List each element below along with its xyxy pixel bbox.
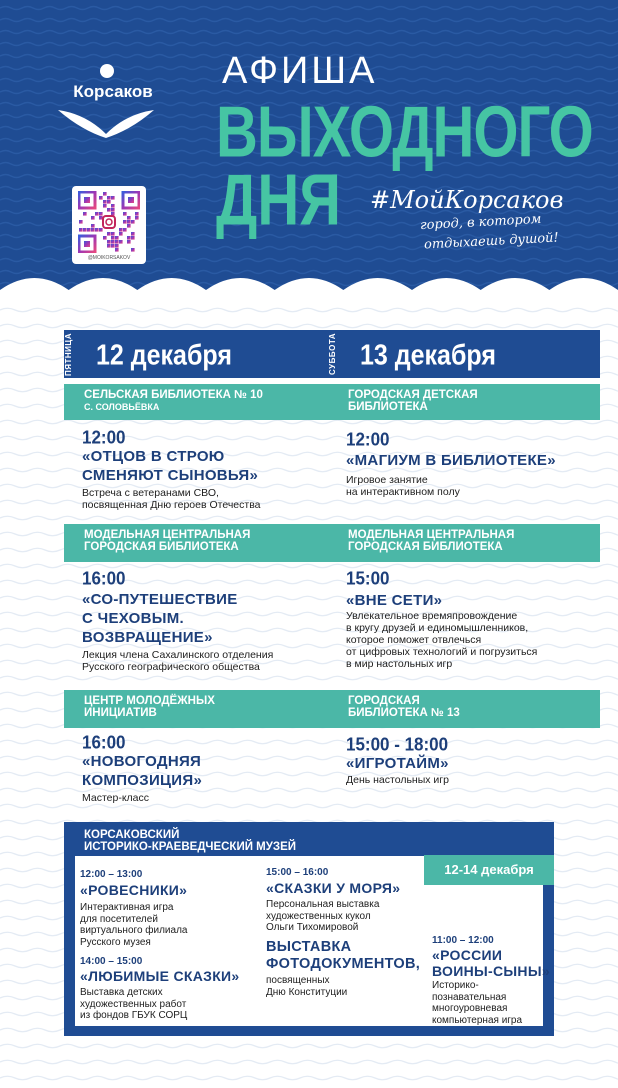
event-time: 12:00: [82, 427, 126, 448]
hashtag: #МойКорсаков: [370, 186, 564, 214]
venue-bar: [64, 384, 336, 420]
museum-event-time: 15:00 – 16:00: [266, 867, 329, 878]
weekday-label: ПЯТНИЦА: [64, 332, 73, 376]
museum-event-description: Выставка детских художественных работ из фондов ГБУК СОРЦ: [80, 987, 188, 1021]
event-time: 15:00 - 18:00: [346, 734, 449, 755]
event-time: 15:00: [346, 568, 390, 589]
event-description: Мастер-класс: [82, 792, 149, 804]
museum-event-title: «РОВЕСНИКИ»: [80, 882, 188, 898]
slogan-line-1: город, в котором: [419, 211, 542, 234]
day-date: 12 декабря: [96, 339, 232, 372]
venue-bar: ЦЕНТР МОЛОДЁЖНЫХ ИНИЦИАТИВ: [64, 690, 336, 728]
museum-event-description: Персональная выставка художественных кукол Ольги Тихомировой: [266, 899, 380, 933]
event-description: Лекция члена Сахалинского отделения Русского географического общества: [82, 649, 274, 673]
qr-code[interactable]: [72, 186, 146, 264]
museum-event-title: «РОССИИ ВОИНЫ-СЫНЫ»: [432, 947, 550, 979]
venue-bar: ГОРОДСКАЯ ДЕТСКАЯ БИБЛИОТЕКА: [328, 384, 600, 420]
museum-event-description: Историко- познавательная многоуровневая компьютерная игра: [432, 980, 523, 1026]
museum-name: КОРСАКОВСКИЙ ИСТОРИКО-КРАЕВЕДЧЕСКИЙ МУЗЕЙ: [84, 829, 297, 853]
event-description: Увлекательное времяпровождение в кругу друзей и единомышленников, которое поможет отвлечься от цифровых технологий и погрузиться в мир настольных игр: [346, 610, 538, 670]
event-title: «СО-ПУТЕШЕСТВИЕ С ЧЕХОВЫМ. ВОЗВРАЩЕНИЕ»: [82, 591, 238, 646]
museum-event-description: Интерактивная игра для посетителей виртуального филиала Русского музея: [80, 902, 188, 948]
museum-event-title: ВЫСТАВКА ФОТОДОКУМЕНТОВ,: [266, 939, 421, 972]
day-header-friday: [64, 330, 336, 378]
weekday-label: СУББОТА: [328, 332, 337, 376]
slogan-line-2: отдыхаешь душой!: [423, 230, 560, 253]
event-title: «НОВОГОДНЯЯ КОМПОЗИЦИЯ»: [82, 753, 203, 789]
event-description: День настольных игр: [346, 774, 449, 786]
venue-sub: С. СОЛОВЬЁВКА: [84, 402, 160, 412]
event-title: «МАГИУМ В БИБЛИОТЕКЕ»: [346, 452, 556, 469]
event-time: 12:00: [346, 429, 390, 450]
poster-title-line-3: ДНЯ: [216, 159, 341, 241]
museum-event-time: 12:00 – 13:00: [80, 869, 143, 880]
event-title: «ВНЕ СЕТИ»: [346, 592, 443, 609]
event-description: Встреча с ветеранами СВО, посвященная Дню героев Отечества: [82, 487, 261, 511]
brand-logo-wing-icon: [56, 104, 156, 140]
qr-caption: @MOIKORSAKOV: [87, 255, 131, 261]
day-header-saturday: [328, 330, 600, 378]
venue-name: СЕЛЬСКАЯ БИБЛИОТЕКА № 10: [84, 389, 263, 401]
date-range-badge: 12-14 декабря: [424, 855, 554, 885]
venue-bar: МОДЕЛЬНАЯ ЦЕНТРАЛЬНАЯ ГОРОДСКАЯ БИБЛИОТЕКА: [328, 524, 600, 562]
museum-event-title: «СКАЗКИ У МОРЯ»: [266, 880, 401, 896]
poster-title-line-1: АФИША: [222, 50, 378, 92]
event-description: Игровое занятие на интерактивном полу: [346, 474, 460, 498]
venue-bar: МОДЕЛЬНАЯ ЦЕНТРАЛЬНАЯ ГОРОДСКАЯ БИБЛИОТЕКА: [64, 524, 336, 562]
museum-event-time: 14:00 – 15:00: [80, 956, 143, 967]
event-time: 16:00: [82, 568, 126, 589]
event-title: «ОТЦОВ В СТРОЮ СМЕНЯЮТ СЫНОВЬЯ»: [82, 448, 259, 484]
header-wave-edge: [0, 262, 618, 300]
brand-logo-text: Корсаков: [73, 82, 153, 101]
poster-title-line-2: ВЫХОДНОГО: [216, 91, 593, 173]
venue-bar: ГОРОДСКАЯ БИБЛИОТЕКА № 13: [328, 690, 600, 728]
logo-dot: [100, 64, 114, 78]
museum-event-description: посвященных Дню Конституции: [266, 975, 348, 998]
poster-header: [0, 0, 618, 300]
event-title: «ИГРОТАЙМ»: [346, 755, 449, 772]
qr-code-icon: [78, 191, 140, 253]
day-date: 13 декабря: [360, 339, 496, 372]
museum-event-title: «ЛЮБИМЫЕ СКАЗКИ»: [80, 968, 240, 984]
event-time: 16:00: [82, 732, 126, 753]
museum-event-time: 11:00 – 12:00: [432, 935, 494, 946]
